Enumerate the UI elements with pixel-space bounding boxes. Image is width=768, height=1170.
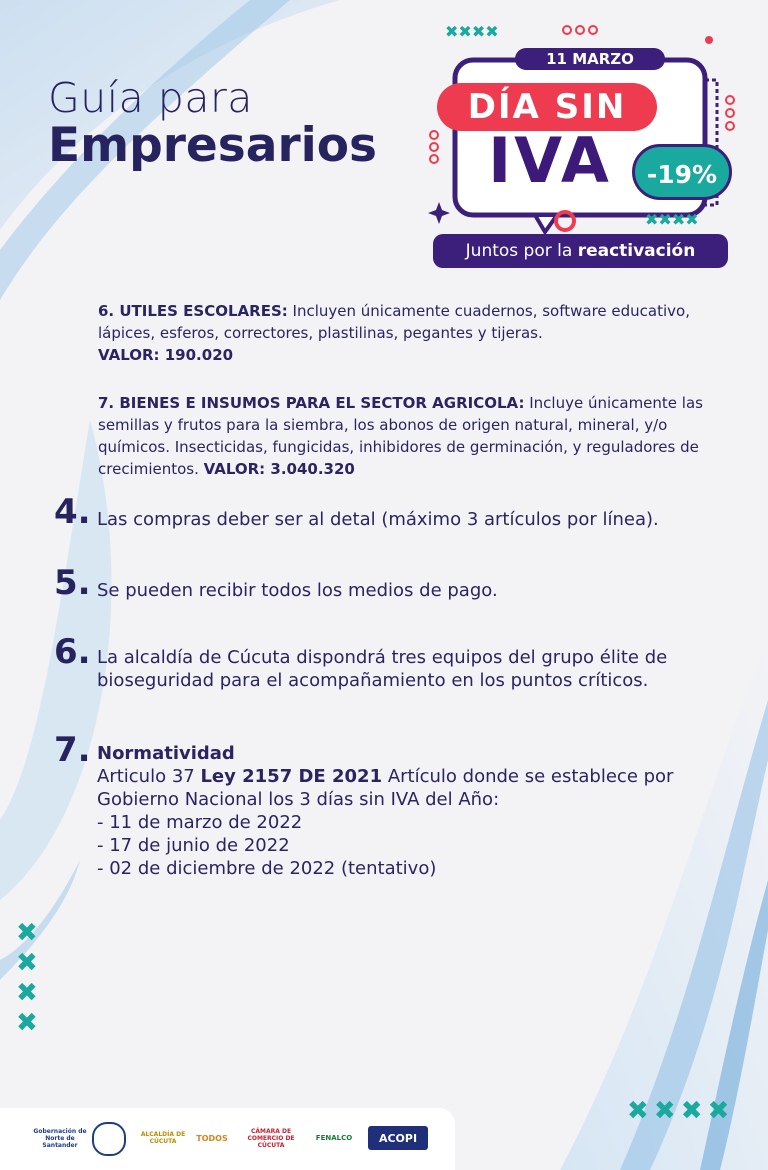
ley-reference: Ley 2157 DE 2021 bbox=[200, 766, 383, 787]
dia-sin-label: DÍA SIN bbox=[437, 83, 657, 131]
item-number: 7. bbox=[54, 730, 91, 770]
normatividad-heading: Normatividad bbox=[97, 743, 235, 764]
x-mark-icon: ✖ bbox=[16, 918, 38, 948]
discount-badge: -19% bbox=[632, 144, 732, 200]
juntos-prefix: Juntos por la bbox=[465, 241, 578, 261]
logo-camara-comercio: CÁMARA DE COMERCIO DE CÚCUTA bbox=[247, 1127, 295, 1149]
x-mark-icon: ✖ bbox=[653, 1096, 676, 1126]
x-mark-icon: ✖ bbox=[680, 1096, 703, 1126]
item-number: 4. bbox=[54, 492, 91, 532]
item-number: 5. bbox=[54, 563, 91, 603]
logo-todos: TODOS bbox=[196, 1133, 228, 1143]
paragraph-heading: 7. BIENES E INSUMOS PARA EL SECTOR AGRICOLA: bbox=[98, 394, 525, 412]
paragraph-value: VALOR: 3.040.320 bbox=[203, 460, 355, 478]
paragraph-value: VALOR: 190.020 bbox=[98, 346, 234, 364]
paragraph-sector-agricola bbox=[98, 392, 710, 480]
x-marks-row bbox=[627, 1096, 729, 1126]
paragraph-text: Incluyen únicamente cuadernos, software educativo, lápices, esferos, correctores, plastilinas, pegantes y tijeras. bbox=[98, 302, 690, 342]
dia-sin-iva-badge bbox=[425, 20, 745, 270]
sparkle-icon bbox=[428, 202, 450, 224]
svg-text:✖✖✖✖: ✖✖✖✖ bbox=[645, 210, 699, 229]
date-item: - 02 de diciembre de 2022 (tentativo) bbox=[97, 858, 437, 879]
paragraph-utiles-escolares bbox=[98, 300, 710, 366]
juntos-bold: reactivación bbox=[577, 241, 696, 261]
paragraph-text: Incluye únicamente las semillas y frutos para la siembra, los abonos de origen natural, mineral, y/o químicos. Insecticidas, fungicidas, inhibidores de germinación, y reguladores de crecimientos. bbox=[98, 394, 703, 478]
date-item: - 11 de marzo de 2022 bbox=[97, 812, 303, 833]
normatividad-suffix: Artículo donde se establece por Gobierno Nacional los 3 días sin IVA del Año: bbox=[97, 766, 674, 810]
normatividad-prefix: Articulo 37 bbox=[97, 766, 201, 787]
title-line-1: Guía para bbox=[48, 74, 253, 122]
iva-label: IVA bbox=[488, 124, 612, 197]
date-item: - 17 de junio de 2022 bbox=[97, 835, 290, 856]
logo-acopi: ACOPI bbox=[368, 1126, 428, 1150]
x-mark-icon: ✖ bbox=[16, 978, 38, 1008]
item-number: 6. bbox=[54, 632, 91, 672]
logo-alcaldia: ALCALDÍA DE CÚCUTA bbox=[140, 1131, 186, 1145]
normatividad-block bbox=[97, 742, 697, 880]
date-label: 11 MARZO bbox=[515, 48, 665, 70]
x-mark-icon: ✖ bbox=[16, 948, 38, 978]
paragraph-heading: 6. UTILES ESCOLARES: bbox=[98, 302, 288, 320]
x-mark-icon: ✖ bbox=[707, 1096, 730, 1126]
x-marks-column bbox=[16, 918, 44, 1038]
title-line-2: Empresarios bbox=[48, 118, 378, 173]
x-mark-icon: ✖ bbox=[16, 1008, 38, 1038]
item-text: La alcaldía de Cúcuta dispondrá tres equipos del grupo élite de bioseguridad para el acompañamiento en los puntos críticos. bbox=[97, 647, 668, 691]
juntos-banner bbox=[433, 234, 728, 268]
logo-fenalco: FENALCO bbox=[315, 1133, 353, 1142]
svg-text:✖✖✖✖: ✖✖✖✖ bbox=[445, 22, 499, 41]
seal-icon bbox=[92, 1122, 126, 1156]
logo-gobernacion: Gobernación de Norte de Santander bbox=[33, 1127, 87, 1149]
item-text: Se pueden recibir todos los medios de pago. bbox=[97, 580, 498, 601]
x-mark-icon: ✖ bbox=[627, 1096, 649, 1126]
item-text: Las compras deber ser al detal (máximo 3 artículos por línea). bbox=[97, 509, 659, 530]
